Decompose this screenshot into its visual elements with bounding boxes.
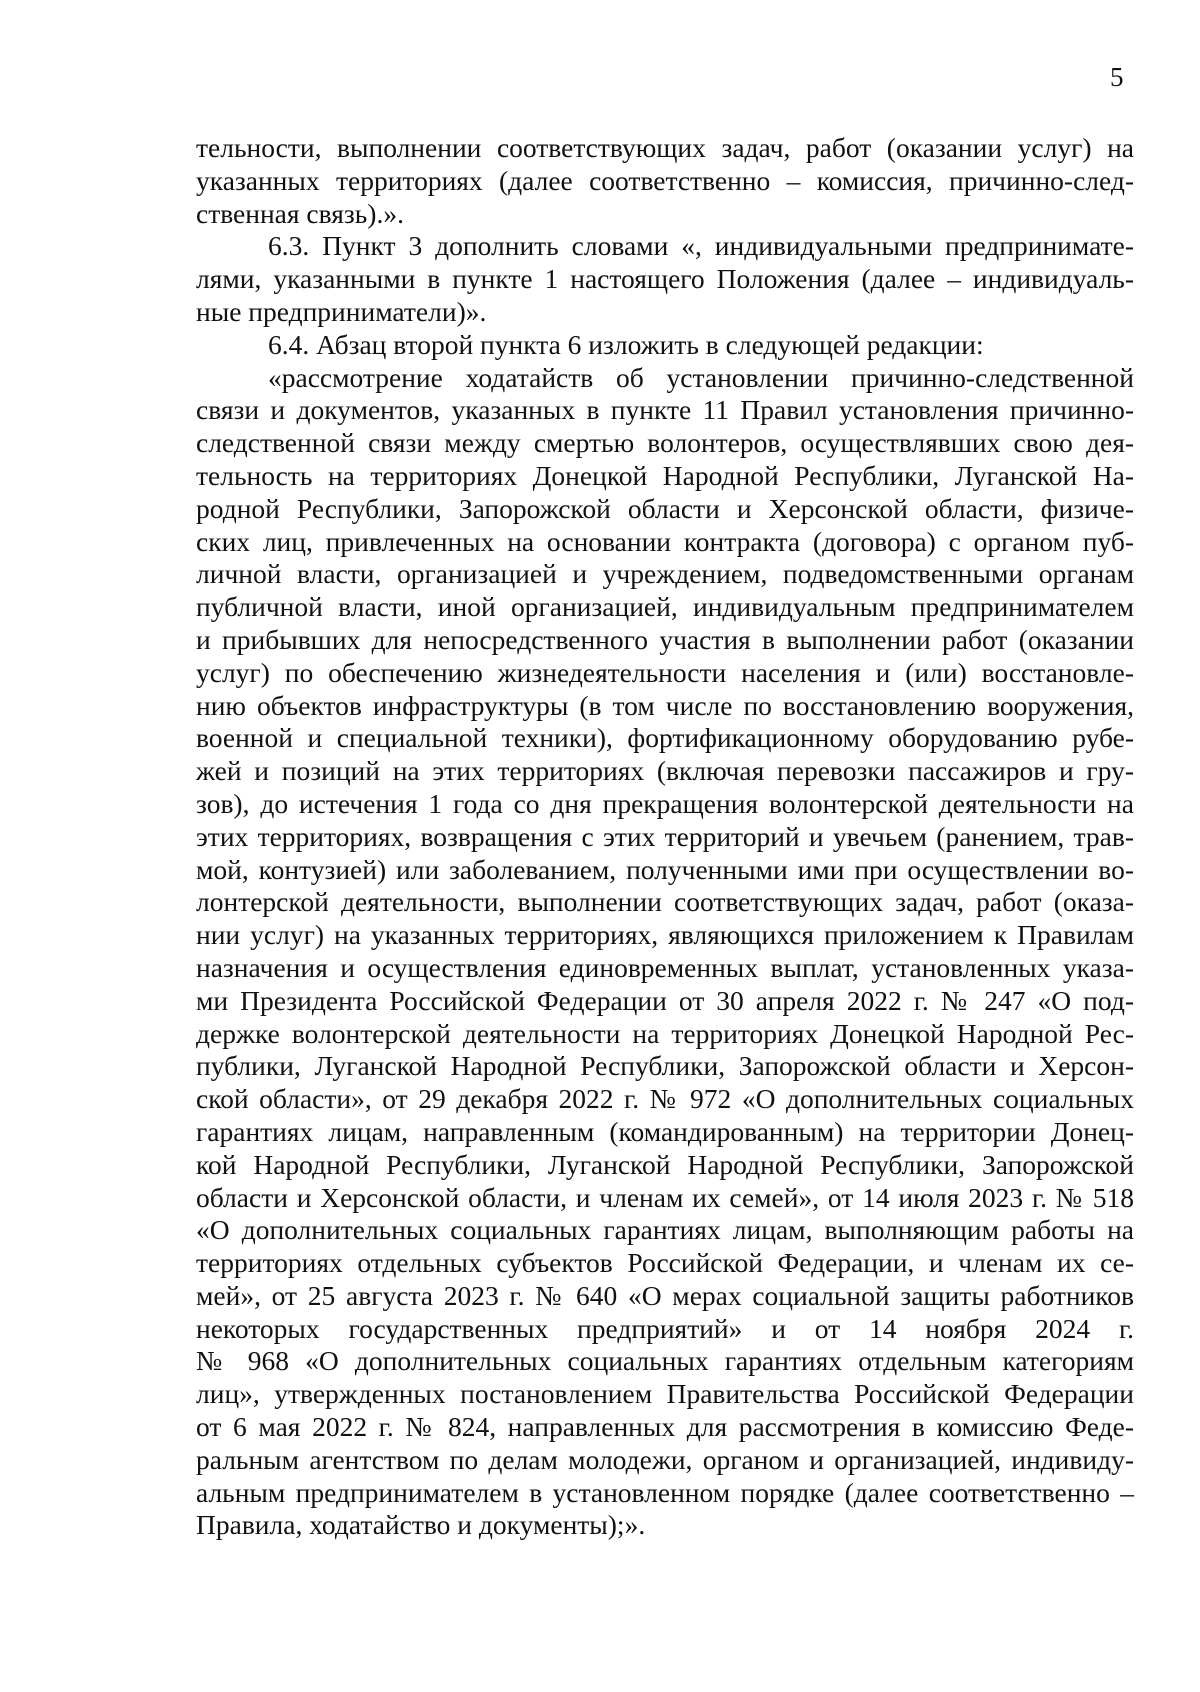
text-line: тельности, выполнении соответствующих задач, работ (оказании услуг) на <box>196 132 1134 163</box>
text-line: ских лиц, привлеченных на основании контракта (договора) с органом пуб- <box>196 525 1134 557</box>
text-line: «рассмотрение ходатайств об установлении причинно-следственной <box>268 361 1134 393</box>
text-line: ской области», от 29 декабря 2022 г. № 972 «О дополнительных социальных <box>196 1083 1134 1115</box>
text-line: держке волонтерской деятельности на территориях Донецкой Народной Рес- <box>196 1017 1134 1049</box>
text-line: от 6 мая 2022 г. № 824, направленных для рассмотрения в комиссию Феде- <box>196 1411 1134 1443</box>
text-line: и прибывших для непосредственного участия в выполнении работ (оказании <box>196 623 1134 655</box>
text-line: услуг) по обеспечению жизнедеятельности населения и (или) восстановле- <box>196 656 1134 688</box>
text-line: ми Президента Российской Федерации от 30 апреля 2022 г. № 247 «О под- <box>196 984 1134 1016</box>
text-line: личной власти, организацией и учреждением, подведомственными органам <box>196 558 1134 590</box>
text-line: тельность на территориях Донецкой Народной Республики, Луганской На- <box>196 459 1134 491</box>
text-line: мей», от 25 августа 2023 г. № 640 «О мерах социальной защиты работников <box>196 1279 1134 1311</box>
text-line: связи и документов, указанных в пункте 11 Правил установления причинно- <box>196 394 1134 426</box>
text-line: ственная связь).». <box>196 197 404 229</box>
text-line: нию объектов инфраструктуры (в том числе по восстановлению вооружения, <box>196 689 1134 721</box>
text-line: зов), до истечения 1 года со дня прекращения волонтерской деятельности на <box>196 787 1134 819</box>
text-line: жей и позиций на этих территориях (включая перевозки пассажиров и гру- <box>196 755 1134 787</box>
text-line: ральным агентством по делам молодежи, органом и организацией, индивиду- <box>196 1443 1134 1475</box>
text-line: этих территориях, возвращения с этих территорий и увечьем (ранением, трав- <box>196 820 1134 852</box>
text-line: территориях отдельных субъектов Российской Федерации, и членам их се- <box>196 1247 1134 1279</box>
text-line: военной и специальной техники), фортификационному оборудованию рубе- <box>196 722 1134 754</box>
text-line: лями, указанными в пункте 1 настоящего Положения (далее – индивидуаль- <box>196 263 1134 295</box>
text-line: родной Республики, Запорожской области и Херсонской области, физиче- <box>196 492 1134 524</box>
text-line: следственной связи между смертью волонтеров, осуществлявших свою дея- <box>196 427 1134 459</box>
text-line: 6.3. Пункт 3 дополнить словами «, индивидуальными предпринимате- <box>268 230 1134 262</box>
text-line: нии услуг) на указанных территориях, являющихся приложением к Правилам <box>196 919 1134 951</box>
text-line: гарантиях лицам, направленным (командированным) на территории Донец- <box>196 1115 1134 1147</box>
text-line: № 968 «О дополнительных социальных гарантиях отдельным категориям <box>196 1345 1134 1377</box>
document-body <box>196 132 1134 1542</box>
text-line: Правила, ходатайство и документы);». <box>196 1509 646 1541</box>
text-line: некоторых государственных предприятий» и от 14 ноября 2024 г. <box>196 1312 1134 1344</box>
text-line: указанных территориях (далее соответственно – комиссия, причинно-след- <box>196 164 1134 196</box>
text-line: ные предприниматели)». <box>196 295 487 327</box>
page-number: 5 <box>1110 62 1124 92</box>
text-line: лонтерской деятельности, выполнении соответствующих задач, работ (оказа- <box>196 886 1134 918</box>
text-line: «О дополнительных социальных гарантиях лицам, выполняющим работы на <box>196 1214 1134 1246</box>
text-line: альным предпринимателем в установленном порядке (далее соответственно – <box>196 1476 1134 1508</box>
text-line: публики, Луганской Народной Республики, Запорожской области и Херсон- <box>196 1050 1134 1082</box>
text-line: назначения и осуществления единовременных выплат, установленных указа- <box>196 951 1134 983</box>
text-line: лиц», утвержденных постановлением Правительства Российской Федерации <box>196 1378 1134 1410</box>
text-line: кой Народной Республики, Луганской Народной Республики, Запорожской <box>196 1148 1134 1180</box>
text-line: мой, контузией) или заболеванием, полученными ими при осуществлении во- <box>196 853 1134 885</box>
text-line: публичной власти, иной организацией, индивидуальным предпринимателем <box>196 591 1134 623</box>
text-line: 6.4. Абзац второй пункта 6 изложить в следующей редакции: <box>268 328 984 360</box>
text-line: области и Херсонской области, и членам их семей», от 14 июля 2023 г. № 518 <box>196 1181 1134 1213</box>
